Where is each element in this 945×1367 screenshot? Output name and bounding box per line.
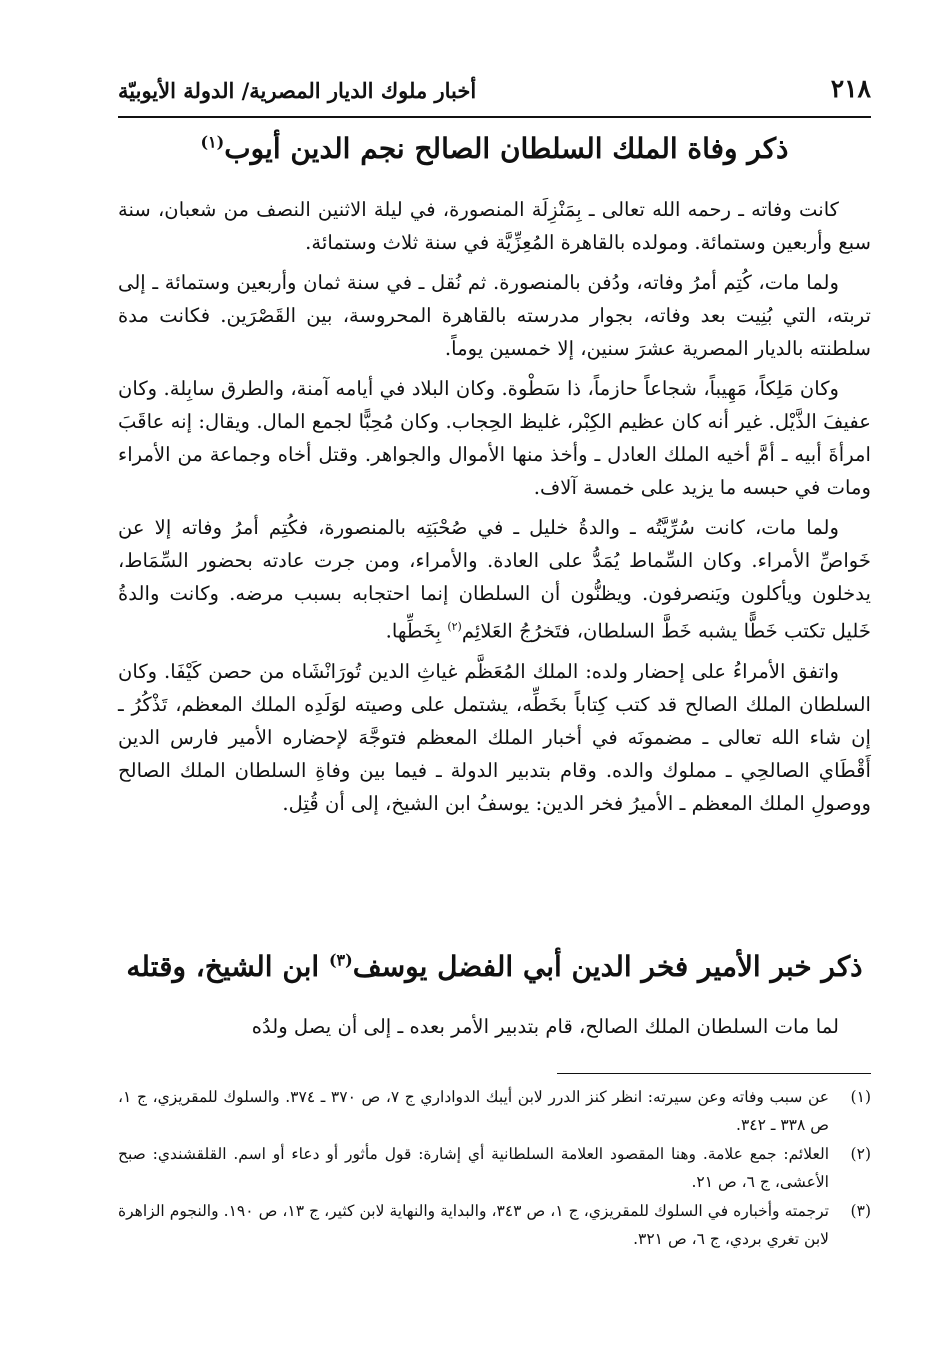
section-heading-fakhr-al-din bbox=[118, 950, 871, 984]
paragraph: ولما مات، كُتِم أمرُ وفاته، ودُفن بالمنصورة. ثم نُقل ـ في سنة ثمان وأربعين وستمائة ـ إلى تربته، التي بُنِيت بعد وفاته، بجوار مدرسته بالقاهرة المحروسة، بين القَصْرَين. فكانت مدة سلطنته بالديار المصرية عشرَ سنين، إلا خمسين يوماً. bbox=[118, 271, 871, 360]
footnote-text: ترجمته وأخباره في السلوك للمقريزي، ج ١، ص ٣٤٣، والبداية والنهاية لابن كثير، ج ١٣، ص ١٩٠. والنجوم الزاهرة لابن تغري بردي، ج ٦، ص ٣٢١. bbox=[118, 1202, 829, 1248]
paragraph-text: ولما مات، كانت سُرِّيَّتُه ـ والدةُ خليل ـ في صُحْبَتِه بالمنصورة، فكُتِم أمرُ وفاته إلا عن خَواصِّ الأمراء. وكان السِّماط يُمَدُّ على العادة. والأمراء، ومن جرت عادته بحضور السِّمَاط، يدخلون ويأكلون ويَنصرفون. ويظنُّون أن السلطان إنما احتجابه بسبب مرضه. وكانت والدةُ خَليل تكتب خَطًّا يشبه خَطَّ السلطان، فتَخرُجُ العَلائِم bbox=[118, 516, 871, 643]
footnotes bbox=[118, 1084, 871, 1255]
section-heading-text: ذكر خبر الأمير فخر الدين أبي الفضل يوسف bbox=[352, 950, 863, 983]
page-header bbox=[118, 66, 871, 118]
section-body-2 bbox=[118, 1010, 871, 1050]
footnote bbox=[118, 1198, 871, 1253]
footnote bbox=[118, 1141, 871, 1196]
paragraph: وكان مَلِكاً، مَهِيباً، شجاعاً حازماً، ذا سَطْوة. وكان البلاد في أيامه آمنة، والطرق سابِلة. وكان عفيفَ الذَّيْل. غير أنه كان عظيم الكِبْر، غليظ الحِجاب. وكان مُحِبًّا لجمع المال. ويقال: إنه عاقَبَ امرأةَ أبيه ـ أمَّ أخيه الملك العادل ـ وأخذ منها الأموال والجواهر. وقتل أخاه وجماعة من الأمراء ومات في حبسه ما يزيد على خمسة آلاف. bbox=[118, 377, 871, 499]
footnote-ref-2: (٢) bbox=[447, 620, 462, 633]
page-number: ٢١٨ bbox=[830, 74, 871, 103]
paragraph: كانت وفاته ـ رحمه الله تعالى ـ بِمَنْزِلَة المنصورة، في ليلة الاثنين النصف من شعبان، سنة سبع وأربعين وستمائة. ومولده بالقاهرة المُعِزِّيَّة في سنة ثلاث وستمائة. bbox=[118, 198, 871, 254]
footnote-number: (١) bbox=[850, 1088, 871, 1106]
section-heading-text-end: ابن الشيخ، وقتله bbox=[126, 950, 320, 983]
footnote-divider bbox=[557, 1073, 871, 1074]
paragraph bbox=[118, 511, 871, 648]
footnote-text: العلائم: جمع علامة. وهنا المقصود العلامة السلطانية أي إشارة: قول مأثور أو دعاء أو اسم. القلقشندي: صبح الأعشى، ج ٦، ص ٢١. bbox=[118, 1145, 829, 1191]
section-body bbox=[118, 193, 871, 827]
footnote-number: (٣) bbox=[850, 1202, 871, 1220]
paragraph: واتفق الأمراءُ على إحضار ولده: الملك المُعَظَّم غياثِ الدين تُورَانْشَاه من حصن كَيْفَا. وكان السلطان الملك الصالح قد كتب كِتاباً بخَطِّه، يشتمل على وصيته لوَلَدِه الملك المعظم، تَذْكُرُ ـ إن شاء الله تعالى ـ مضمونَه في أخبار الملك المعظم فتوجَّهَ لإحضاره الأمير فارس الدين أَقْطَاي الصالحِي ـ مملوك والده. وقام بتدبير الدولة ـ فيما بين وفاةِ السلطان الملك الصالح ووصولِ الملك المعظم ـ الأميرُ فخر الدين: يوسفُ ابن الشيخ، إلى أن قُتِل. bbox=[118, 659, 871, 815]
footnote-ref-3: (٣) bbox=[328, 950, 353, 970]
footnote-ref-1: (١) bbox=[200, 132, 225, 152]
footnote-text: عن سبب وفاته وعن سيرته: انظر كنز الدرر لابن أيبك الدواداري ج ٧، ص ٣٧٠ ـ ٣٧٤. والسلوك للمقريزي، ج ١، ص ٣٣٨ ـ ٣٤٢. bbox=[118, 1088, 829, 1134]
section-heading-text: ذكر وفاة الملك السلطان الصالح نجم الدين أيوب bbox=[224, 132, 789, 165]
paragraph-tail: بِخَطِّها. bbox=[385, 619, 442, 643]
section-heading-death-of-sultan bbox=[118, 132, 871, 166]
paragraph: لما مات السلطان الملك الصالح، قام بتدبير الأمر بعده ـ إلى أن يصل ولدُه bbox=[251, 1015, 839, 1038]
running-title: أخبار ملوك الديار المصرية/ الدولة الأيوبيّة bbox=[118, 78, 477, 103]
footnote bbox=[118, 1084, 871, 1139]
footnote-number: (٢) bbox=[850, 1145, 871, 1163]
